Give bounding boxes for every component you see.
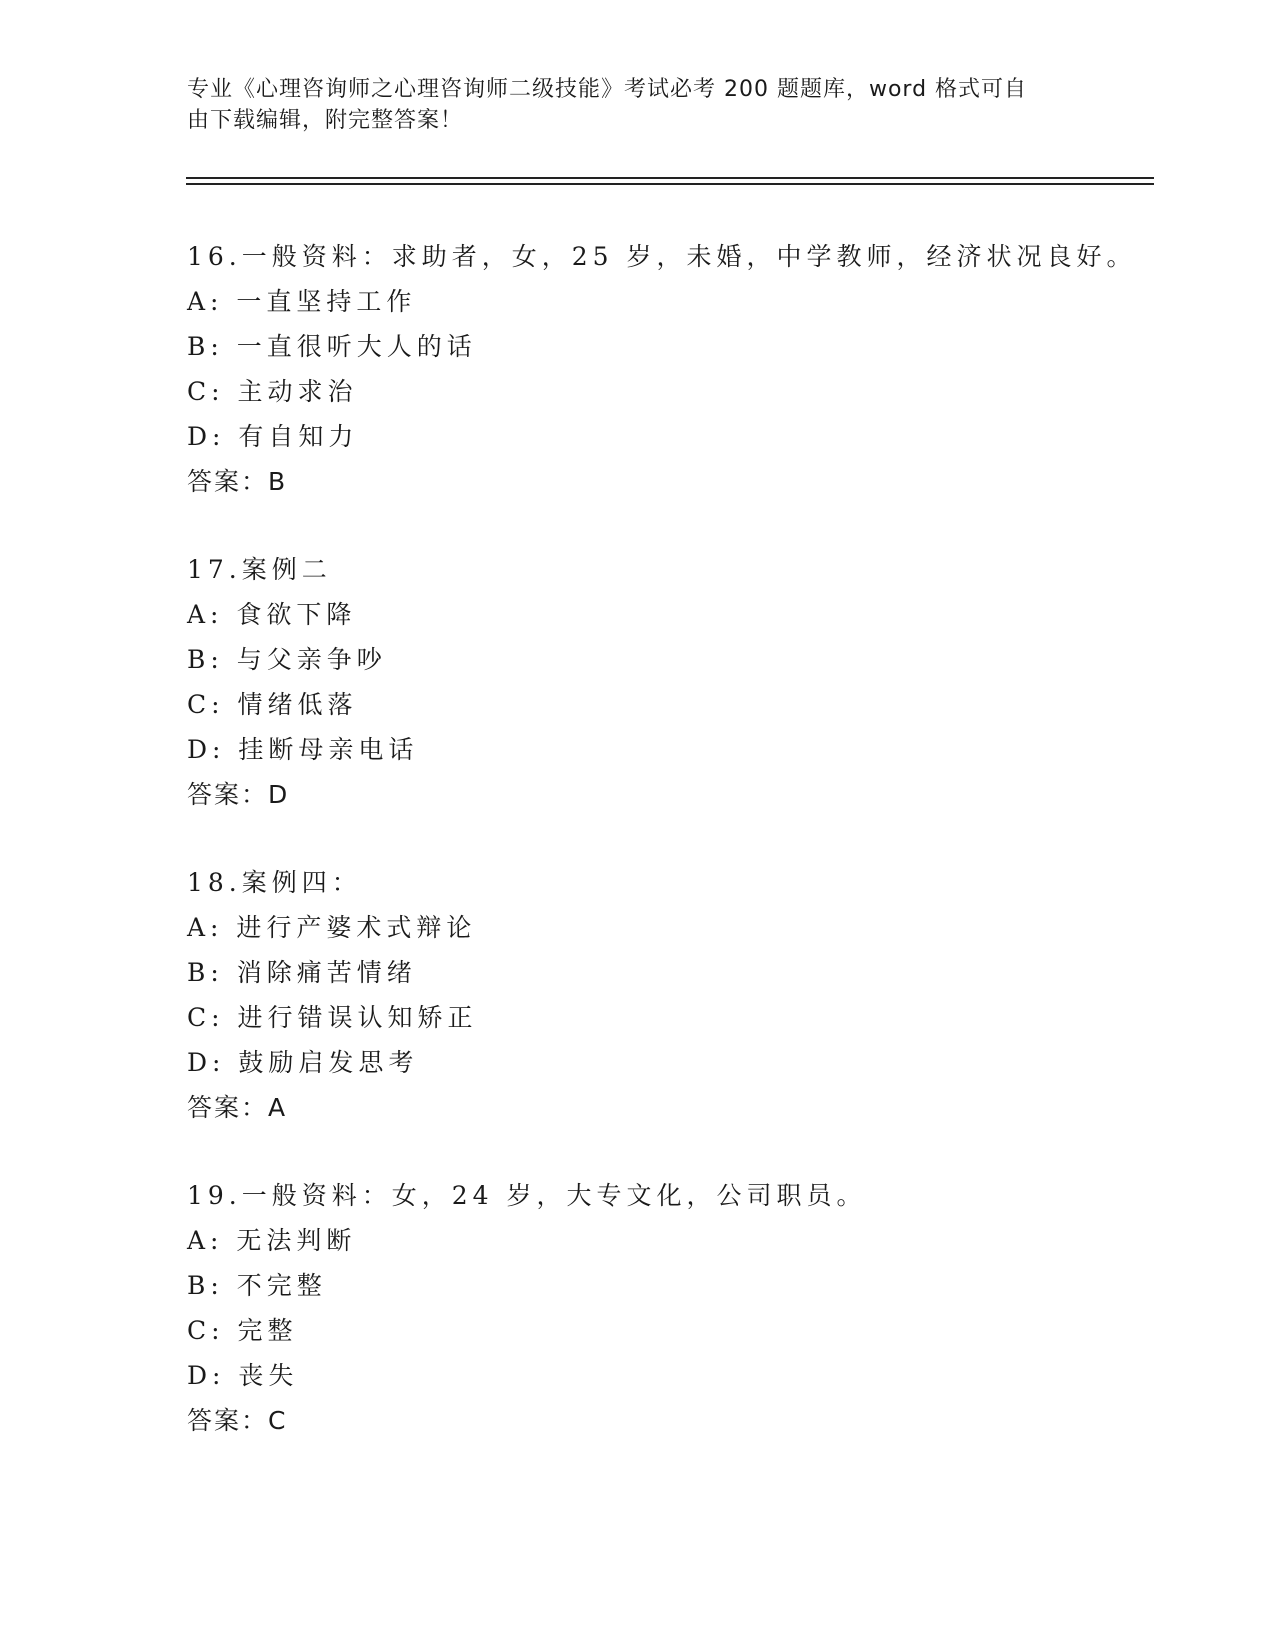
- option-d: D: 挂断母亲电话: [187, 735, 419, 764]
- option-b: B: 消除痛苦情绪: [187, 958, 417, 987]
- answer-line: 答案：A: [187, 1093, 288, 1122]
- question-18: [187, 860, 1147, 1130]
- answer-line: 答案：D: [187, 780, 290, 809]
- header-divider-bottom: [186, 183, 1154, 185]
- option-a: A: 无法判断: [187, 1226, 357, 1255]
- header-divider-top: [186, 177, 1154, 179]
- answer-line: 答案：B: [187, 467, 288, 496]
- answer-line: 答案：C: [187, 1406, 288, 1435]
- option-c: C: 进行错误认知矫正: [187, 1003, 478, 1032]
- header-line-2: 由下载编辑，附完整答案！: [187, 108, 464, 133]
- document-header: [187, 74, 1087, 136]
- question-17: [187, 547, 1147, 817]
- header-line-1: 专业《心理咨询师之心理咨询师二级技能》考试必考 200 题题库，word 格式可自: [187, 77, 1028, 102]
- question-19: [187, 1173, 1147, 1443]
- option-b: B: 与父亲争吵: [187, 645, 387, 674]
- option-b: B: 一直很听大人的话: [187, 332, 477, 361]
- question-16: [187, 234, 1147, 504]
- option-a: A: 进行产婆术式辩论: [187, 913, 477, 942]
- option-d: D: 丧失: [187, 1361, 299, 1390]
- option-d: D: 鼓励启发思考: [187, 1048, 419, 1077]
- question-stem: 16.一般资料：求助者，女，25 岁，未婚，中学教师，经济状况良好。: [187, 242, 1137, 271]
- option-a: A: 一直坚持工作: [187, 287, 417, 316]
- option-c: C: 主动求治: [187, 377, 358, 406]
- question-stem: 19.一般资料：女，24 岁，大专文化，公司职员。: [187, 1181, 867, 1210]
- question-stem: 18.案例四：: [187, 868, 362, 897]
- option-b: B: 不完整: [187, 1271, 327, 1300]
- option-c: C: 情绪低落: [187, 690, 358, 719]
- option-c: C: 完整: [187, 1316, 298, 1345]
- option-a: A: 食欲下降: [187, 600, 357, 629]
- question-list: [187, 234, 1147, 1486]
- question-stem: 17.案例二: [187, 555, 332, 584]
- option-d: D: 有自知力: [187, 422, 359, 451]
